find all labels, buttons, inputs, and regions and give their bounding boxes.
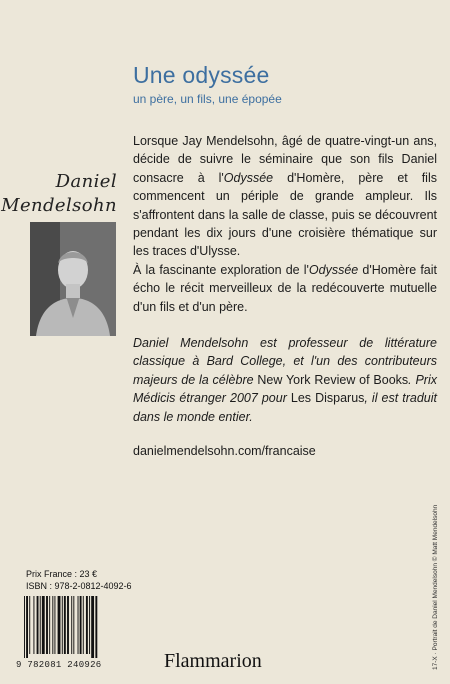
price-box [22, 568, 132, 592]
author-portrait [30, 222, 116, 336]
book-name: Les Disparus [290, 391, 365, 406]
photo-credits: 17-X · Portrait de Daniel Mendelsohn © Matt Mendelsohn [432, 504, 439, 670]
text-span: d'Homère fait écho le récit merveilleux de la redécouverte mutuelle d'un fils et d'un père. [133, 262, 437, 314]
review-name: New York Review of Books [257, 372, 409, 387]
publisher-name: Flammarion [164, 650, 262, 672]
text-span: Daniel Mendelsohn est professeur de littérature classique à Bard College, et l'un des contributeurs majeurs de la célèbre [133, 336, 437, 387]
author-bio [133, 334, 437, 426]
text-span: , il est traduit dans le monde entier. [133, 391, 437, 424]
text-span: Lorsque Jay Mendelsohn, âgé de quatre-vingt-un ans, décide de suivre le séminaire que son fils Daniel consacre à l' [133, 134, 437, 185]
author-name [1, 170, 117, 218]
price-label: Prix France : 23 € [26, 569, 98, 579]
book-title: Une odyssée [133, 62, 270, 88]
barcode-number: 9 782081 240926 [16, 660, 102, 670]
isbn-label: ISBN : 978-2-0812-4092-6 [26, 581, 132, 591]
title-italic: Odyssée [223, 170, 274, 185]
book-subtitle: un père, un fils, une épopée [133, 92, 282, 106]
author-first-name: Daniel [55, 171, 117, 192]
barcode [22, 596, 126, 658]
summary-paragraph-1 [133, 132, 437, 261]
text-span: . Prix Médicis étranger 2007 pour [133, 372, 437, 406]
text-span: À la fascinante exploration de l' [133, 262, 309, 277]
title-italic: Odyssée [308, 262, 359, 277]
text-span: d'Homère, père et fils commencent un périple de grande ampleur. Ils s'affrontent dans la salle de classe, puis se découvrent pendant les dix jours d'une croisière thématique sur les traces d'Ulysse. [133, 170, 437, 259]
back-cover-text [133, 132, 437, 461]
author-last-name: Mendelsohn [1, 195, 117, 216]
website-link[interactable]: danielmendelsohn.com/francaise [133, 444, 316, 459]
summary-paragraph-2 [133, 261, 437, 316]
